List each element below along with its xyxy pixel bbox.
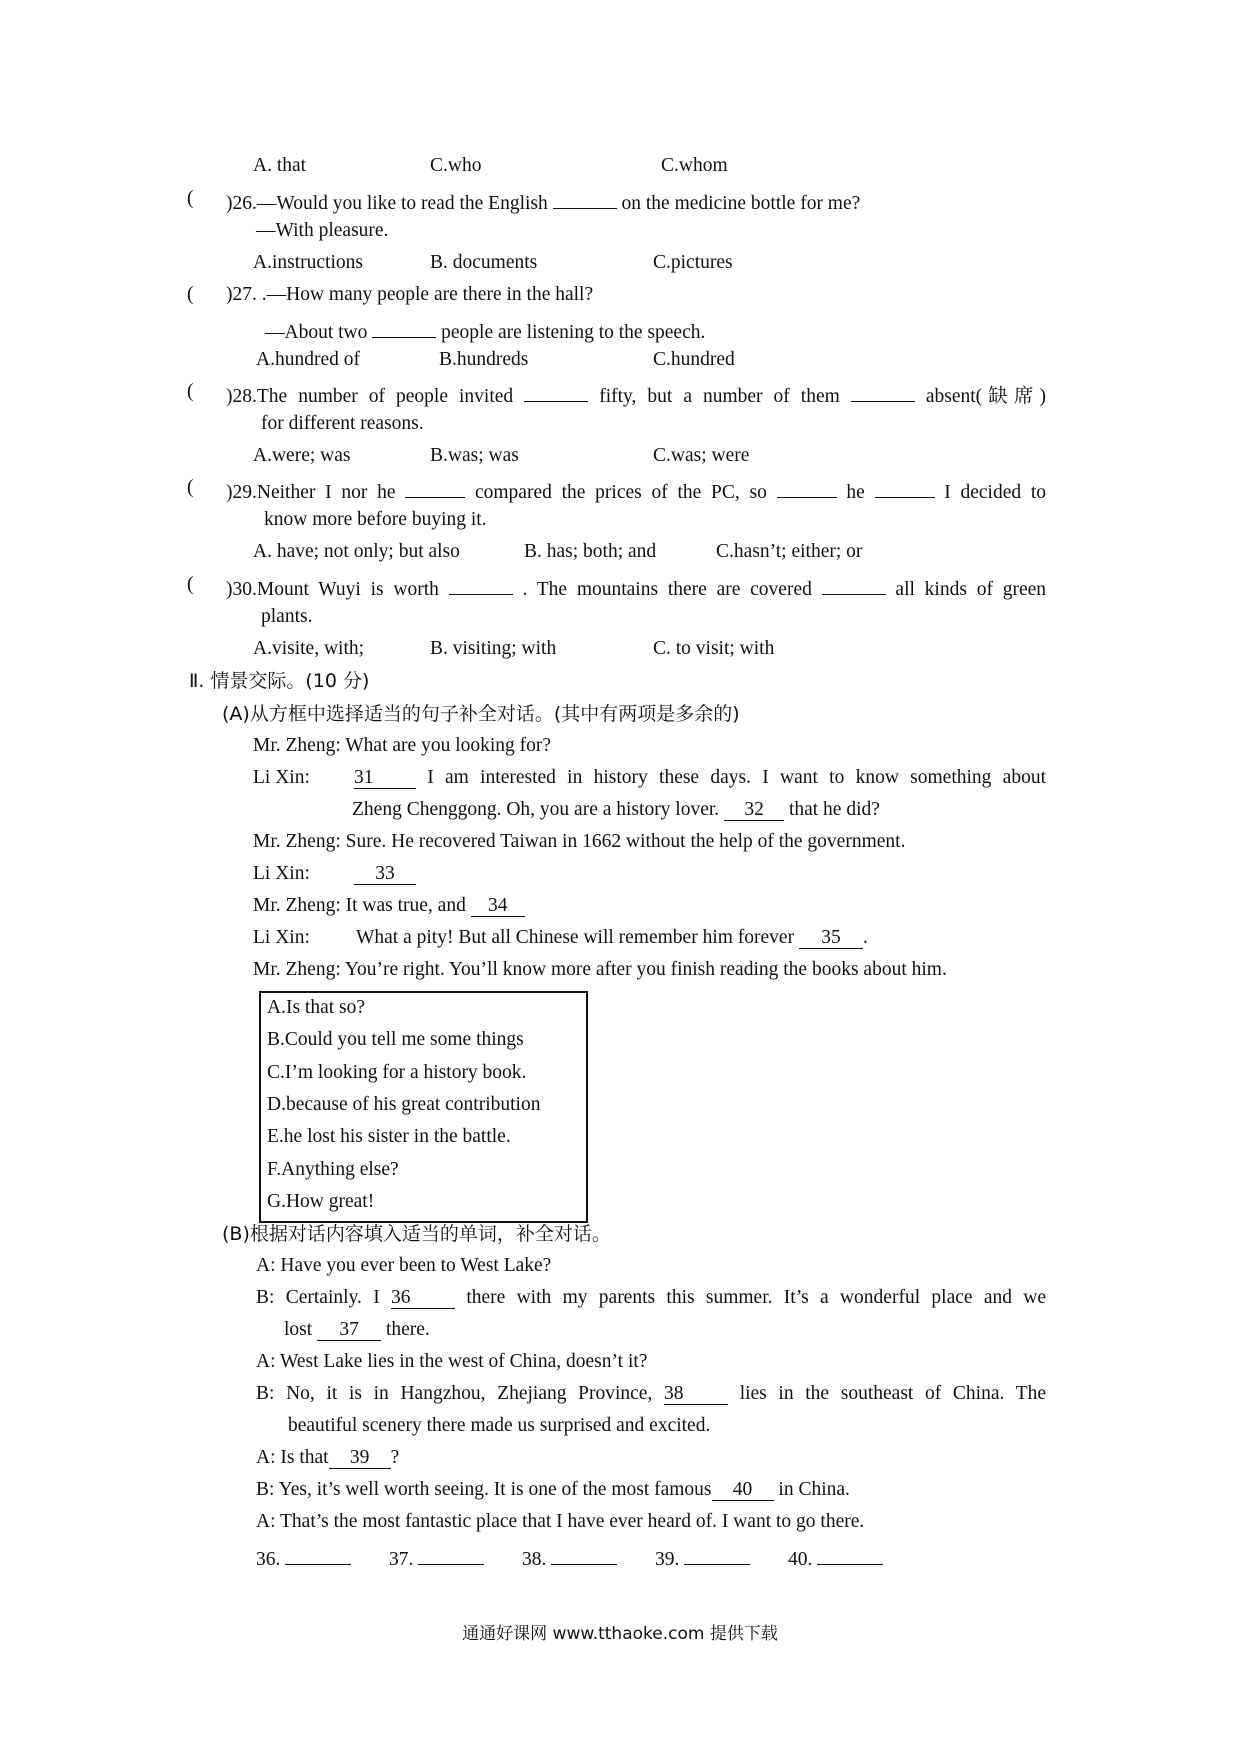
answer-blank-39[interactable] [684,1543,750,1565]
dialog-b-line-1: A: Have you ever been to West Lake? [256,1255,552,1276]
answer-blank-38[interactable] [551,1543,617,1565]
option-d: D.because of his great contribution [267,1094,541,1115]
blank-36: 36 [391,1287,455,1309]
q26-stem: )26.—Would you like to read the English [226,193,548,214]
answer-row [256,1543,883,1572]
speaker-mr-zheng: Mr. Zheng: [253,895,341,916]
dialog-b-line-3 [284,1318,430,1342]
dialog-b-line-5 [256,1382,1046,1406]
dialog-text: Sure. He recovered Taiwan in 1662 without the help of the government. [345,831,906,852]
q30-continuation: plants. [261,606,313,627]
q29-blank-2 [777,476,837,498]
q26-stem-line [226,187,860,216]
dialog-text: A: Is that [256,1447,329,1468]
option-e: E.he lost his sister in the battle. [267,1126,511,1147]
q29-mid-1: compared the prices of the PC, so [474,482,767,503]
blank-33: 33 [354,863,416,885]
q29-stem: )29.Neither I nor he [226,482,396,503]
speaker-li-xin: Li Xin: [253,927,310,948]
q28-option-a: A.were; was [253,445,351,466]
q30-option-a: A.visite, with; [253,638,365,659]
blank-37: 37 [317,1319,381,1341]
q27-option-a: A.hundred of [256,349,360,370]
q26-paren: ( [187,188,194,209]
blank-35: 35 [799,927,863,949]
part-b-instruction: (B)根据对话内容填入适当的单词，补全对话。 [222,1223,611,1245]
q28-blank-2 [851,380,915,402]
dialog-text: B: Yes, it’s well worth seeing. It is one of the most famous [256,1479,712,1500]
dialog-b-line-9: A: That’s the most fantastic place that I have ever heard of. I want to go there. [256,1511,865,1532]
section-2-title: Ⅱ. 情景交际。(10 分) [189,670,370,692]
q30-stem: )30.Mount Wuyi is worth [226,579,439,600]
q28-option-b: B.was; was [430,445,519,466]
q26-option-c: C.pictures [653,252,733,273]
q30-option-c: C. to visit; with [653,638,775,659]
dialog-text: in China. [778,1479,850,1500]
dialog-a-line-8 [253,958,947,982]
q30-tail: all kinds of green [895,579,1047,600]
speaker-mr-zheng: Mr. Zheng: [253,959,341,980]
option-f: F.Anything else? [267,1159,399,1180]
part-a-instruction: (A)从方框中选择适当的句子补全对话。(其中有两项是多余的) [222,703,740,725]
q29-blank-1 [405,476,465,498]
q26-option-b: B. documents [430,252,538,273]
dialog-text: lost [284,1319,313,1340]
blank-31: 31 [354,767,416,789]
answer-label-38: 38. [522,1549,547,1570]
answer-label-36: 36. [256,1549,281,1570]
q29-mid-2: he [846,482,865,503]
q26-tail: on the medicine bottle for me? [621,193,861,214]
dialog-text: You’re right. You’ll know more after you finish reading the books about him. [344,959,947,980]
dialog-text: It was true, and [345,895,466,916]
q29-option-a: A. have; not only; but also [253,541,460,562]
dialog-a-line-5 [354,862,416,886]
blank-38: 38 [664,1383,728,1405]
answer-label-39: 39. [655,1549,680,1570]
q28-blank-1 [524,380,588,402]
option-g: G.How great! [267,1191,375,1212]
answer-blank-36[interactable] [285,1543,351,1565]
dialog-a-line-4 [253,830,905,854]
q27-option-b: B.hundreds [439,349,529,370]
q27-reply-line [265,316,705,345]
q29-stem-line [226,476,1046,505]
speaker-li-xin: Li Xin: [253,767,310,788]
q27-blank [372,316,436,338]
option-b: B.Could you tell me some things [267,1029,524,1050]
q26-reply: —With pleasure. [256,220,389,241]
dialog-a-line-2 [354,766,1046,790]
dialog-a-line-6 [253,894,525,918]
options-box [259,991,588,1223]
blank-32: 32 [724,799,784,821]
q28-continuation: for different reasons. [261,413,424,434]
dialog-text: lies in the southeast of China. The [739,1383,1046,1404]
q29-tail: I decided to [944,482,1047,503]
dialog-b-line-4: A: West Lake lies in the west of China, doesn’t it? [256,1351,648,1372]
q30-blank-1 [449,573,513,595]
dialog-a-line-3 [352,798,880,822]
dialog-a-line-1 [253,734,551,758]
speaker-mr-zheng: Mr. Zheng: [253,831,341,852]
q28-mid: fifty, but a number of them [599,386,840,407]
q30-blank-2 [822,573,886,595]
dialog-b-line-8 [256,1478,850,1502]
q29-option-c: C.hasn’t; either; or [716,541,863,562]
dialog-text: there with my parents this summer. It’s a wonderful place and we [466,1287,1047,1308]
blank-40: 40 [712,1479,774,1501]
answer-label-40: 40. [788,1549,813,1570]
dialog-text: B: Certainly. I [256,1287,380,1308]
dialog-text: Zheng Chenggong. Oh, you are a history lover. [352,799,720,820]
q26-option-a: A.instructions [253,252,363,273]
q28-paren: ( [187,381,194,402]
q27-stem: )27. .—How many people are there in the hall? [226,284,594,305]
dialog-a-line-7 [356,926,868,950]
dialog-b-line-6: beautiful scenery there made us surprised and excited. [288,1415,711,1436]
q27-reply-a: —About two [265,322,368,343]
option-c: C.I’m looking for a history book. [267,1062,527,1083]
q30-paren: ( [187,574,194,595]
q28-option-c: C.was; were [653,445,750,466]
speaker-li-xin: Li Xin: [253,863,310,884]
dialog-text: . [862,927,868,948]
speaker-mr-zheng: Mr. Zheng: [253,735,341,756]
q28-stem: )28.The number of people invited [226,386,514,407]
page-footer: 通通好课网 www.tthaoke.com 提供下载 [462,1624,778,1644]
dialog-text: there. [385,1319,430,1340]
dialog-text: ? [390,1447,400,1468]
answer-blank-40[interactable] [817,1543,883,1565]
q27-option-c: C.hundred [653,349,735,370]
dialog-text: B: No, it is in Hangzhou, Zhejiang Province, [256,1383,653,1404]
q25-option-a: A. that [253,155,307,176]
q27-reply-b: people are listening to the speech. [441,322,706,343]
dialog-text: I am interested in history these days. I want to know something about [427,767,1047,788]
q28-tail: absent(缺席) [925,386,1047,407]
q30-option-b: B. visiting; with [430,638,557,659]
blank-34: 34 [471,895,525,917]
q30-stem-line [226,573,1046,602]
dialog-text: What a pity! But all Chinese will remember him forever [356,927,795,948]
option-a: A.Is that so? [267,997,366,1018]
answer-label-37: 37. [389,1549,414,1570]
q27-paren: ( [187,284,194,305]
dialog-text: What are you looking for? [345,735,552,756]
q29-continuation: know more before buying it. [264,509,487,530]
q26-blank [553,187,617,209]
q29-option-b: B. has; both; and [524,541,657,562]
answer-blank-37[interactable] [418,1543,484,1565]
q25-option-c: C.whom [661,155,728,176]
q25-option-b: C.who [430,155,482,176]
q30-mid: . The mountains there are covered [522,579,812,600]
q29-blank-3 [875,476,935,498]
dialog-text: that he did? [788,799,880,820]
q28-stem-line [226,380,1046,409]
dialog-b-line-7 [256,1446,399,1470]
blank-39: 39 [329,1447,391,1469]
q29-paren: ( [187,477,194,498]
dialog-b-line-2 [256,1286,1046,1310]
